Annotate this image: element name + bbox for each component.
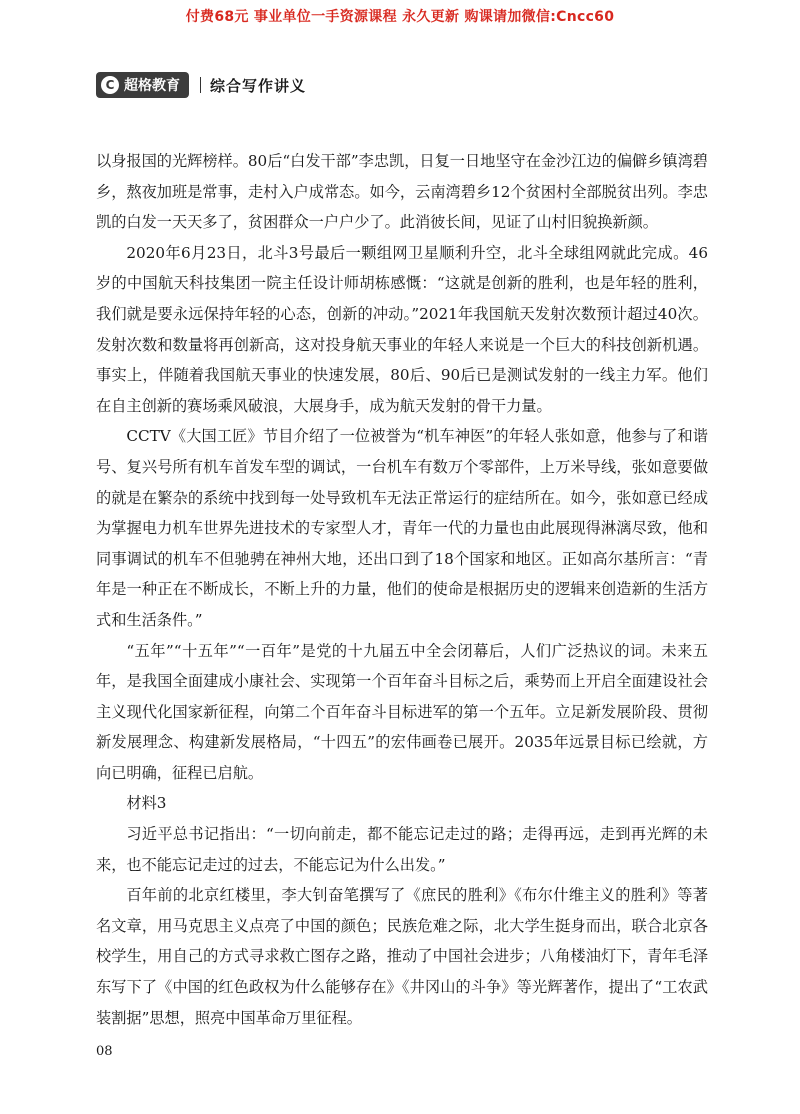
page-header xyxy=(96,72,306,98)
logo-icon: C xyxy=(101,76,119,94)
header-divider xyxy=(200,77,201,93)
brand-logo xyxy=(96,72,189,98)
paragraph: 以身报国的光辉榜样。80后“白发干部”李忠凯，日复一日地坚守在金沙江边的偏僻乡镇湾碧乡，熬夜加班是常事，走村入户成常态。如今，云南湾碧乡12个贫困村全部脱贫出列。李忠凯的白发一天天多了，贫困群众一户户少了。此消彼长间，见证了山村旧貌换新颜。 xyxy=(96,152,708,232)
section-heading: 材料3 xyxy=(126,794,167,813)
document-title: 综合写作讲义 xyxy=(210,76,307,95)
paragraph: 习近平总书记指出：“一切向前走，都不能忘记走过的路；走得再远，走到再光辉的未来，也不能忘记走过的过去，不能忘记为什么出发。” xyxy=(96,825,708,874)
document-body xyxy=(96,146,708,1033)
paragraph: “五年”“十五年”“一百年”是党的十九届五中全会闭幕后，人们广泛热议的词。未来五年，是我国全面建成小康社会、实现第一个百年奋斗目标之后，乘势而上开启全面建设社会主义现代化国家新征程，向第二个百年奋斗目标进军的第一个五年。立足新发展阶段、贯彻新发展理念、构建新发展格局，“十四五”的宏伟画卷已展开。2035年远景目标已绘就，方向已明确，征程已启航。 xyxy=(96,641,708,782)
logo-text: 超格教育 xyxy=(124,78,180,94)
page-number: 08 xyxy=(96,1044,113,1059)
promo-banner: 付费68元 事业单位一手资源课程 永久更新 购课请加微信:Cncc60 xyxy=(185,9,615,25)
paragraph: 百年前的北京红楼里，李大钊奋笔撰写了《庶民的胜利》《布尔什维主义的胜利》等著名文章，用马克思主义点亮了中国的颜色；民族危难之际，北大学生挺身而出，联合北京各校学生，用自己的方式寻求救亡图存之路，推动了中国社会进步；八角楼油灯下，青年毛泽东写下了《中国的红色政权为什么能够存在》《井冈山的斗争》等光辉著作，提出了“工农武装割据”思想，照亮中国革命万里征程。 xyxy=(96,886,708,1027)
paragraph: CCTV《大国工匠》节目介绍了一位被誉为“机车神医”的年轻人张如意，他参与了和谐号、复兴号所有机车首发车型的调试，一台机车有数万个零部件，上万米导线，张如意要做的就是在繁杂的系统中找到每一处导致机车无法正常运行的症结所在。如今，张如意已经成为掌握电力机车世界先进技术的专家型人才，青年一代的力量也由此展现得淋漓尽致，他和同事调试的机车不但驰骋在神州大地，还出口到了18个国家和地区。正如高尔基所言：“青年是一种正在不断成长，不断上升的力量，他们的使命是根据历史的逻辑来创造新的生活方式和生活条件。” xyxy=(96,427,708,629)
paragraph: 2020年6月23日，北斗3号最后一颗组网卫星顺利升空，北斗全球组网就此完成。46岁的中国航天科技集团一院主任设计师胡栋感慨：“这就是创新的胜利，也是年轻的胜利，我们就是要永远保持年轻的心态，创新的冲动。”2021年我国航天发射次数预计超过40次。发射次数和数量将再创新高，这对投身航天事业的年轻人来说是一个巨大的科技创新机遇。事实上，伴随着我国航天事业的快速发展，80后、90后已是测试发射的一线主力军。他们在自主创新的赛场乘风破浪，大展身手，成为航天发射的骨干力量。 xyxy=(96,243,708,415)
